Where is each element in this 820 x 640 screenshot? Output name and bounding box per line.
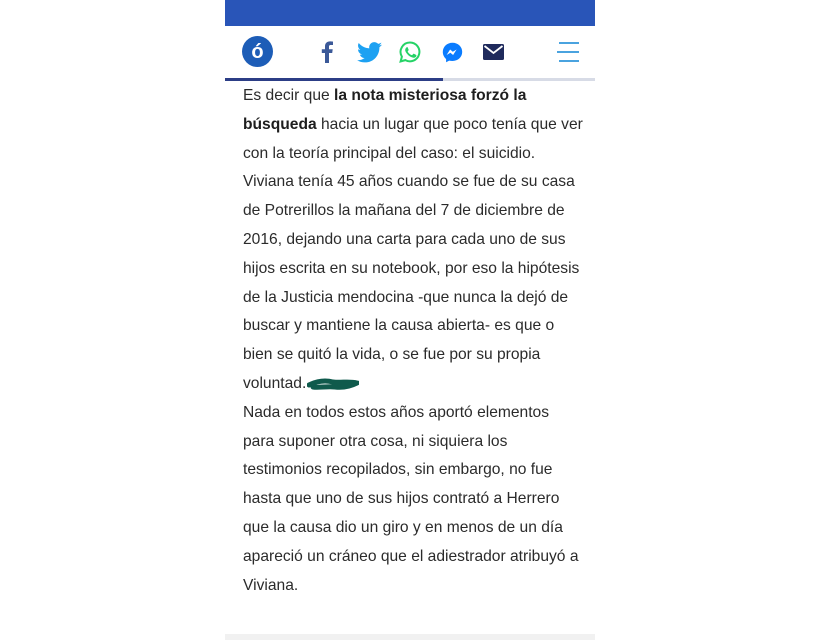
mobile-viewport: [225, 0, 595, 640]
article-paragraph: [243, 82, 583, 399]
article-body: [243, 82, 583, 600]
facebook-icon: [320, 41, 334, 63]
email-icon: [483, 44, 504, 60]
top-status-bar: [225, 0, 595, 26]
bottom-divider: [225, 634, 595, 640]
hamburger-menu-icon: [557, 40, 581, 64]
messenger-icon: [442, 42, 463, 63]
email-share-button[interactable]: [481, 40, 505, 64]
paragraph-text: hacia un lugar que poco tenía que ver con la teoría principal del caso: el suicidio. Viviana tenía 45 años cuando se fue de su casa de Potrerillos la mañana del 7 de diciembre de 2016, dejando una carta para cada uno de sus hijos escrita en su notebook, por eso la hipótesis de la Justicia mendocina -que nunca la dejó de buscar y mantiene la causa abierta- es que o bien se quitó la vida, o se fue por su propia voluntad.: [243, 115, 583, 392]
twitter-share-button[interactable]: [356, 40, 382, 64]
bold-highlight: la nota misteriosa forzó la búsqueda: [243, 87, 527, 133]
facebook-share-button[interactable]: [318, 40, 336, 64]
site-logo[interactable]: [242, 36, 273, 67]
whatsapp-share-button[interactable]: [398, 40, 422, 64]
logo-letter: ó: [251, 40, 264, 63]
reading-progress-bar: [225, 78, 595, 81]
twitter-icon: [357, 42, 382, 63]
scribble-mark: [307, 377, 359, 391]
paragraph-lead: Es decir que: [243, 87, 335, 104]
reading-progress-fill: [225, 78, 443, 81]
whatsapp-icon: [399, 41, 421, 63]
article-paragraph: Nada en todos estos años aportó elementos para suponer otra cosa, ni siquiera los testimonios recopilados, sin embargo, no fue hasta que uno de sus hijos contrató a Herrero que la causa dio un giro y en menos de un día apareció un cráneo que el adiestrador atribuyó a Viviana.: [243, 403, 579, 594]
menu-button[interactable]: [557, 40, 581, 64]
site-header: [225, 26, 595, 80]
messenger-share-button[interactable]: [440, 40, 464, 64]
